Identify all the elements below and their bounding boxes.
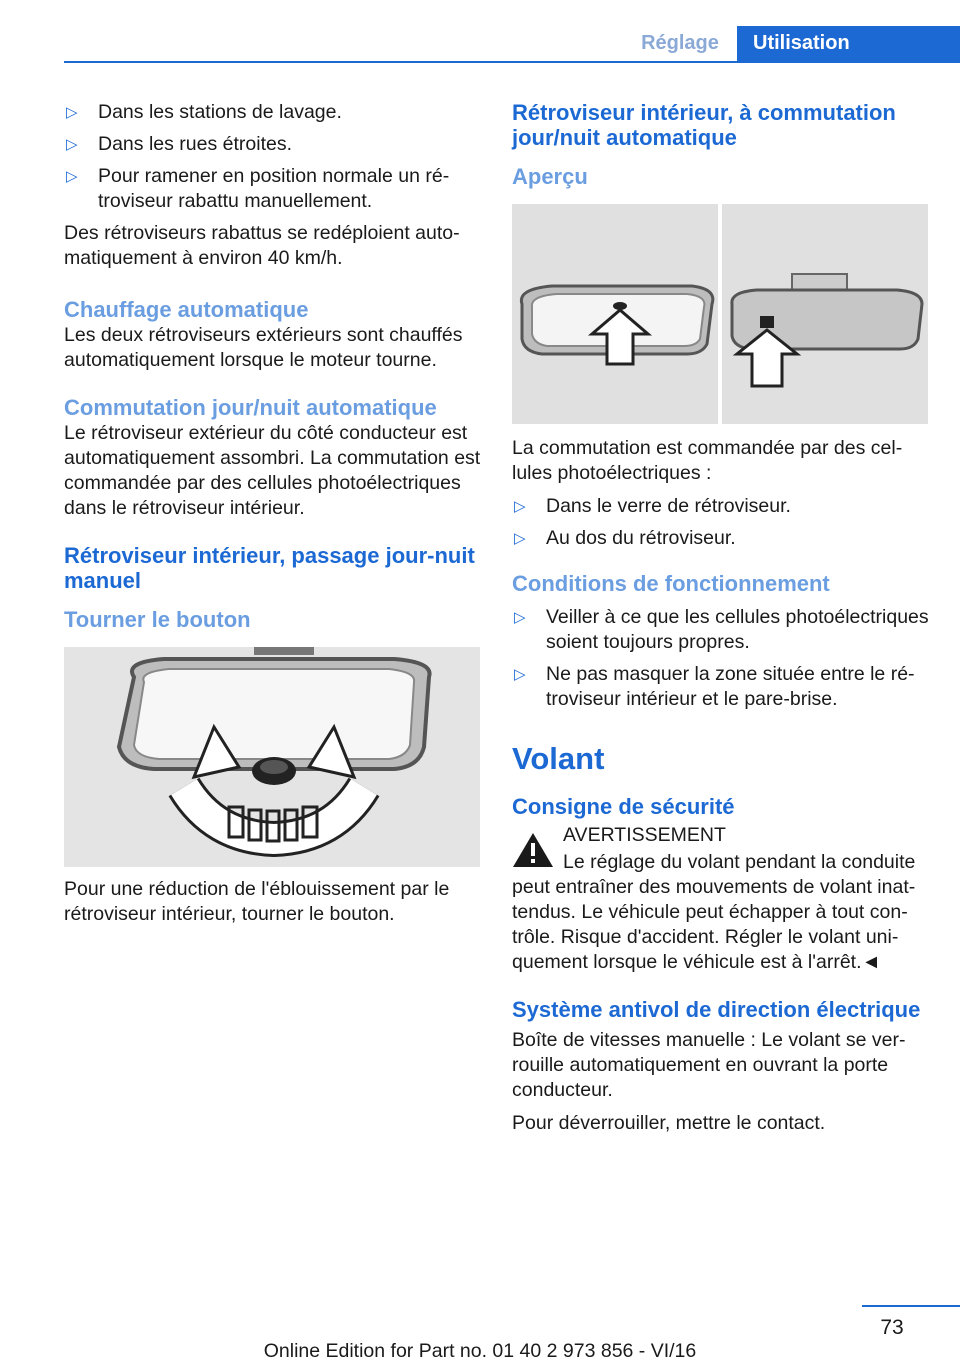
bullet-list-fold (64, 100, 482, 214)
heading-volant: Volant (512, 741, 605, 776)
warning-triangle-icon (512, 831, 554, 869)
triangle-bullet-icon: ▷ (514, 666, 526, 683)
list-item: ▷ Dans les rues étroites. (66, 133, 293, 155)
warning-block (512, 823, 932, 975)
para-cells: La commutation est commandée par des cellules photoélectriques : (512, 437, 903, 484)
bullet-list-conditions (512, 605, 932, 712)
triangle-bullet-icon: ▷ (66, 136, 78, 153)
list-item: ▷ Ne pas masquer la zone située entre le rétroviseur intérieur et le pare-brise. (514, 663, 915, 710)
header-rule (64, 61, 960, 63)
heading-daynight: Commutation jour/nuit automatique (64, 395, 437, 420)
heading-conditions: Conditions de fonctionnement (512, 571, 830, 596)
para-unlock: Pour déverrouiller, mettre le contact. (512, 1112, 826, 1134)
para-daynight: Le rétroviseur extérieur du côté conducteur est automatiquement assombri. La commutation est commandée par des cellules photoélectriques dans le rétroviseur intérieur. (64, 422, 481, 519)
triangle-bullet-icon: ▷ (514, 498, 526, 515)
heading-antivol: Système antivol de direction électrique (512, 997, 921, 1022)
list-item: ▷ Pour ramener en position normale un rétroviseur rabattu manuellement. (66, 165, 450, 212)
warning-title: AVERTISSEMENT (563, 824, 726, 846)
page-number: 73 (880, 1316, 904, 1339)
list-item: ▷ Au dos du rétroviseur. (514, 527, 736, 549)
heading-manual-mirror: Rétroviseur intérieur, passage jour-nuit manuel (64, 543, 475, 593)
triangle-bullet-icon: ▷ (66, 168, 78, 185)
triangle-bullet-icon: ▷ (514, 530, 526, 547)
para-knob: Pour une réduction de l'éblouissement par le rétroviseur intérieur, tourner le bouton. (64, 878, 450, 925)
tab-utilisation[interactable]: Utilisation (737, 26, 960, 61)
list-item: ▷ Dans le verre de rétroviseur. (514, 495, 791, 517)
warning-first-line: Le réglage du volant pendant la conduite (563, 851, 916, 873)
heading-knob: Tourner le bouton (64, 607, 251, 632)
right-column (512, 100, 932, 1144)
list-item: ▷ Veiller à ce que les cellules photoélectriques soient toujours propres. (514, 606, 929, 653)
footer-rule (862, 1305, 960, 1307)
triangle-bullet-icon: ▷ (66, 104, 78, 121)
para-heating: Les deux rétroviseurs extérieurs sont chauffés automatiquement lorsque le moteur tourne. (64, 324, 463, 371)
warning-text: peut entraîner des mouvements de volant inattendus. Le véhicule peut échapper à tout contrôle. Risque d'accident. Régler le volant uniquement lorsque le véhicule est à l'arrêt.◄ (512, 876, 916, 973)
bullet-list-cells (512, 494, 932, 551)
heading-auto-mirror: Rétroviseur intérieur, à commutation jour/nuit automatique (512, 100, 896, 150)
para-fold: Des rétroviseurs rabattus se redéploient automatiquement à environ 40 km/h. (64, 222, 460, 269)
triangle-bullet-icon: ▷ (514, 609, 526, 626)
left-column (64, 100, 482, 935)
auto-mirror-figure (512, 204, 928, 424)
footer-edition: Online Edition for Part no. 01 40 2 973 856 - VI/16 (263, 1340, 697, 1362)
heading-heating: Chauffage automatique (64, 297, 309, 322)
list-item: ▷ Dans les stations de lavage. (66, 101, 342, 123)
tab-reglage[interactable]: Réglage (641, 32, 719, 54)
heading-overview: Aperçu (512, 164, 588, 189)
para-antivol: Boîte de vitesses manuelle : Le volant se verrouille automatiquement en ouvrant la porte conducteur. (512, 1029, 906, 1101)
mirror-knob-figure (64, 647, 480, 867)
heading-safety: Consigne de sécurité (512, 794, 735, 819)
